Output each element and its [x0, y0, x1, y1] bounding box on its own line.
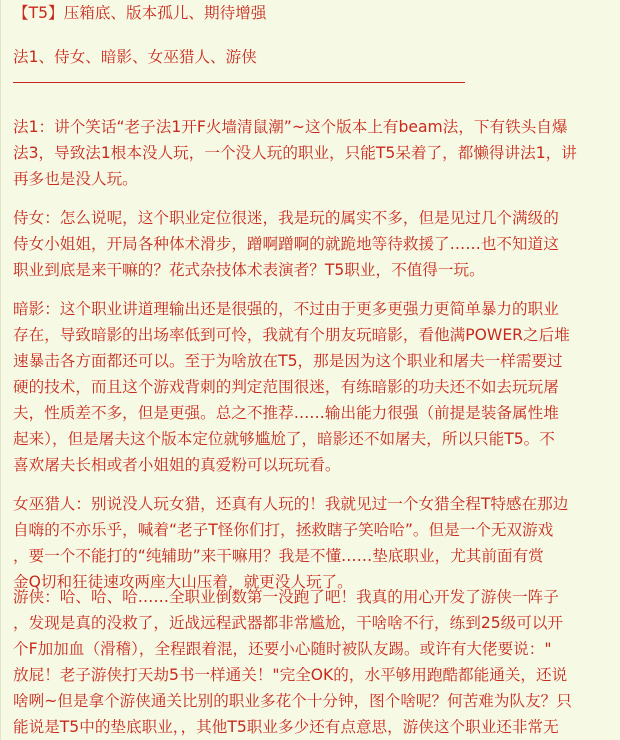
paragraph-line: 再多也是没人玩。 — [13, 170, 138, 188]
paragraph-line: 啥咧~但是拿个游侠通关比别的职业多花个十分钟，图个啥呢？何苦难为队友？只 — [13, 692, 572, 710]
paragraph-line: 侍女小姐姐，开局各种体术滑步，蹭啊蹭啊的就跪地等待救援了……也不知道这 — [13, 235, 559, 253]
paragraph-line: 女巫猎人：别说没人玩女猎，还真有人玩的！我就见过一个女猎全程T特感在那边 — [13, 495, 569, 513]
paragraph-line: ，发现是真的没救了，近战远程武器都非常尴尬，干啥啥不行，练到25级可以开 — [13, 614, 564, 632]
class-list: 法1、侍女、暗影、女巫猎人、游侠 — [13, 48, 257, 66]
paragraph-line: 个F加加血（滑稽），全程跟着混，还要小心随时被队友踢。或许有大佬要说：" — [13, 640, 552, 658]
paragraph-line: 夫，性质差不多，但是更强。总之不推荐……输出能力很强（前提是装备属性堆 — [13, 404, 559, 422]
paragraph-line: 起来），但是屠夫这个版本定位就够尴尬了，暗影还不如屠夫，所以只能T5。不 — [13, 430, 555, 448]
paragraph-line: 喜欢屠夫长相或者小姐姐的真爱粉可以玩玩看。 — [13, 456, 341, 474]
paragraph-line: 法3，导致法1根本没人玩，一个没人玩的职业，只能T5呆着了，都懒得讲法1，讲 — [13, 144, 577, 162]
paragraph-line: 侍女：怎么说呢，这个职业定位很迷，我是玩的属实不多，但是见过几个满级的 — [13, 209, 559, 227]
paragraph-line: 放屁！老子游侠打天劫5书一样通关！"完全OK的，水平够用跑酷都能通关，还说 — [13, 666, 568, 684]
paragraph-line: 法1：讲个笑话“老子法1开F火墙清鼠潮”~这个版本上有beam法，下有铁头自爆 — [13, 118, 568, 136]
paragraph-line: 自嗨的不亦乐乎，喊着“老子T怪你们打，拯救瞎子笑哈哈”。但是一个无双游戏 — [13, 521, 554, 539]
paragraph-line: ，要一个不能打的“纯辅助”来干嘛用？我是不懂……垫底职业，尤其前面有赏 — [13, 547, 544, 565]
tier-heading: 【T5】压箱底、版本孤儿、期待增强 — [13, 4, 267, 22]
paragraph-line: 暗影：这个职业讲道理输出还是很强的，不过由于更多更强力更简单暴力的职业 — [13, 300, 559, 318]
paragraph-line: 游侠：哈、哈、哈……全职业倒数第一没跑了吧！我真的用心开发了游侠一阵子 — [13, 588, 559, 606]
paragraph-line: 硬的技术，而且这个游戏背刺的判定范围很迷，有练暗影的功夫还不如去玩玩屠 — [13, 378, 559, 396]
paragraph-line: 速暴击各方面都还可以。至于为啥放在T5，那是因为这个职业和屠夫一样需要过 — [13, 352, 563, 370]
paragraph-line: 职业到底是来干嘛的？花式杂技体术表演者？T5职业，不值得一玩。 — [13, 261, 485, 279]
paragraph-line: 能说是T5中的垫底职业，，其他T5职业多少还有点意思，游侠这个职业还非常无 — [13, 718, 559, 736]
divider — [13, 82, 465, 83]
paragraph-line: 金Q切和狂徒速攻两座大山压着，就更没人玩了。 — [13, 573, 353, 591]
paragraph-line: 存在，导致暗影的出场率低到可怜，我就有个朋友玩暗影，看他满POWER之后堆 — [13, 326, 570, 344]
